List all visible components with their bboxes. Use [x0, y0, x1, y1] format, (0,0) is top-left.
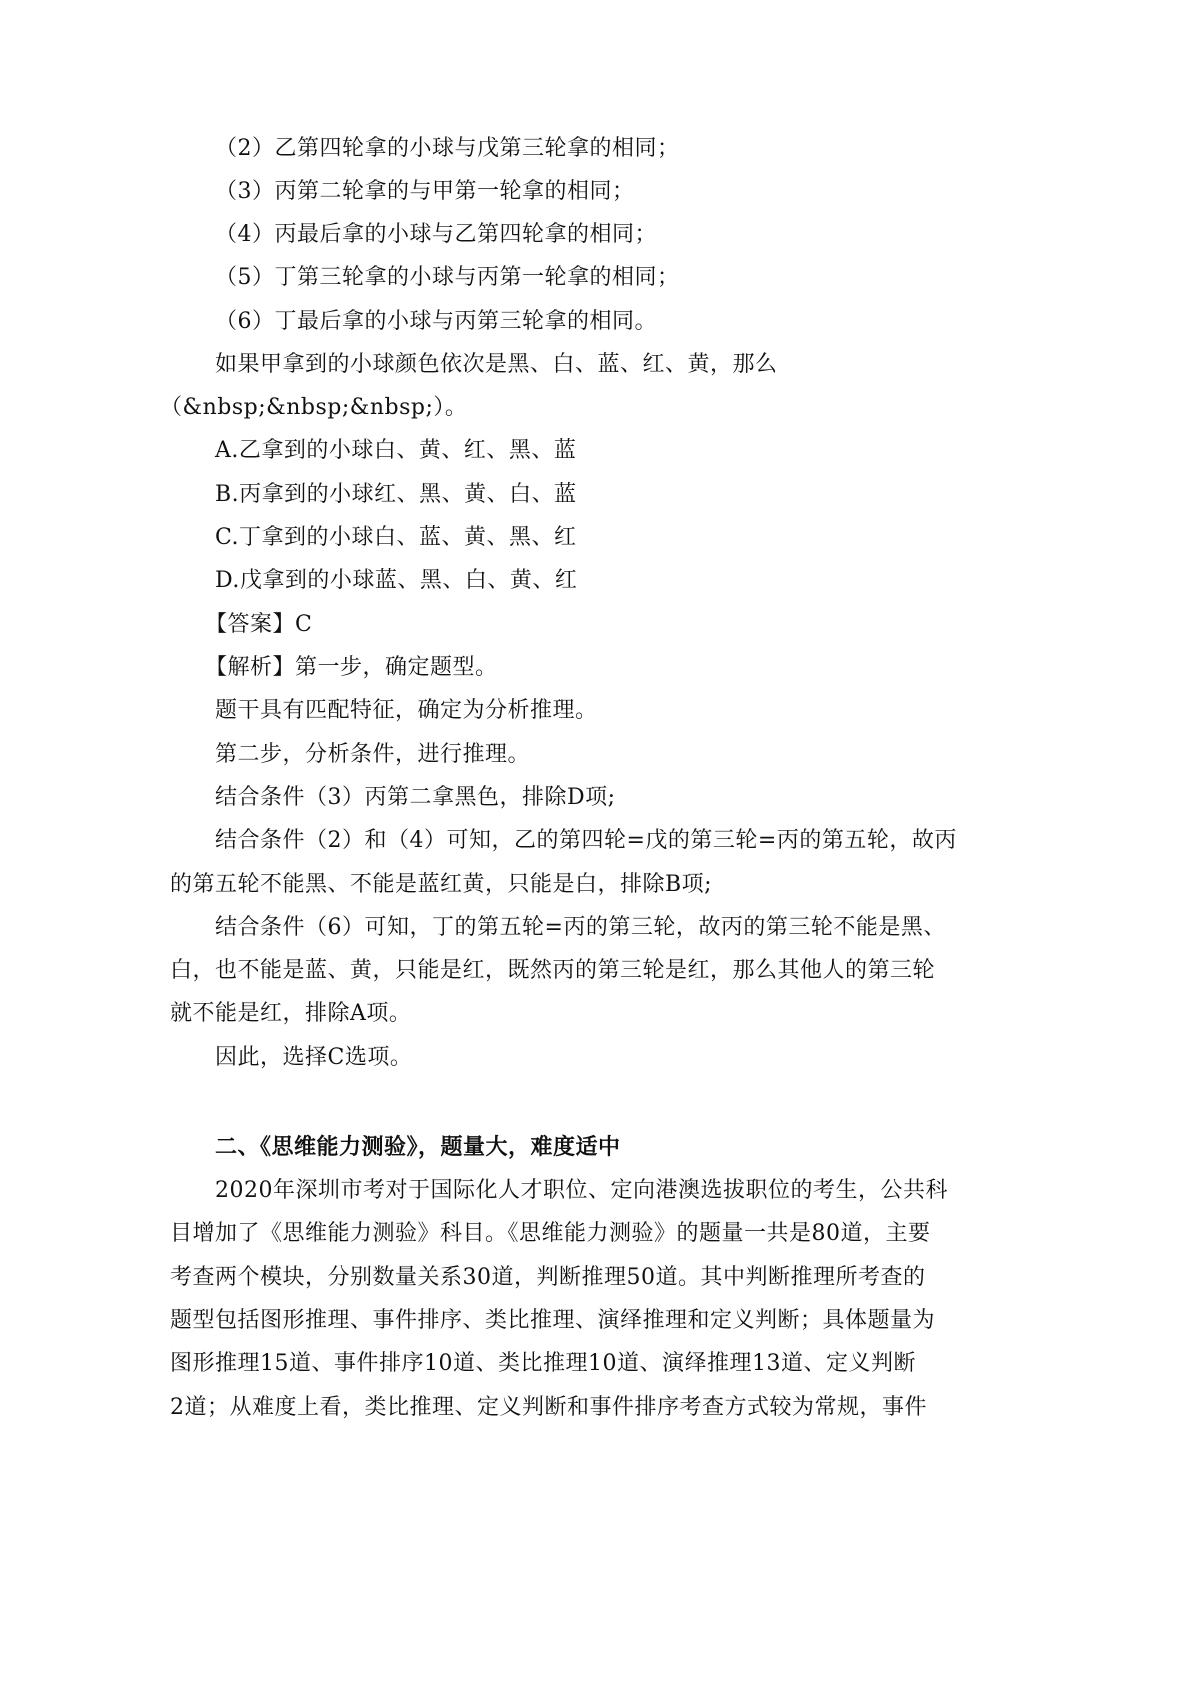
section-body-line-3: 考查两个模块，分别数量关系30道，判断推理50道。其中判断推理所考查的 — [170, 1265, 926, 1290]
section-body-line-6: 2道；从难度上看，类比推理、定义判断和事件排序考查方式较为常规，事件 — [170, 1395, 927, 1420]
question-line-2: （&nbsp;&nbsp;&nbsp;）。 — [160, 395, 468, 420]
analysis-line-4: 结合条件（3）丙第二拿黑色，排除D项; — [215, 785, 616, 810]
section-body-line-2: 目增加了《思维能力测验》科目。《思维能力测验》的题量一共是80道，主要 — [170, 1221, 931, 1246]
analysis-line-1: 【解析】第一步，确定题型。 — [205, 655, 498, 680]
condition-6: （6）丁最后拿的小球与丙第三轮拿的相同。 — [215, 309, 657, 334]
analysis-line-9: 就不能是红，排除A项。 — [170, 1001, 412, 1026]
section-body-line-4: 题型包括图形推理、事件排序、类比推理、演绎推理和定义判断；具体题量为 — [170, 1308, 936, 1333]
analysis-line-6: 的第五轮不能黑、不能是蓝红黄，只能是白，排除B项; — [170, 872, 713, 897]
section-body-line-1: 2020年深圳市考对于国际化人才职位、定向港澳选拔职位的考生，公共科 — [215, 1178, 948, 1203]
option-c: C.丁拿到的小球白、蓝、黄、黑、红 — [215, 525, 577, 550]
analysis-line-5: 结合条件（2）和（4）可知，乙的第四轮=戊的第三轮=丙的第五轮，故丙 — [215, 828, 957, 853]
section-body-line-5: 图形推理15道、事件排序10道、类比推理10道、演绎推理13道、定义判断 — [170, 1351, 916, 1376]
section-heading: 二、《思维能力测验》，题量大，难度适中 — [215, 1134, 621, 1160]
option-d: D.戊拿到的小球蓝、黑、白、黄、红 — [215, 568, 578, 593]
condition-4: （4）丙最后拿的小球与乙第四轮拿的相同； — [215, 222, 657, 247]
condition-5: （5）丁第三轮拿的小球与丙第一轮拿的相同； — [215, 265, 680, 290]
analysis-line-8: 白，也不能是蓝、黄，只能是红，既然丙的第三轮是红，那么其他人的第三轮 — [170, 958, 936, 983]
option-b: B.丙拿到的小球红、黑、黄、白、蓝 — [215, 482, 577, 507]
question-line-1: 如果甲拿到的小球颜色依次是黑、白、蓝、红、黄，那么 — [215, 352, 778, 377]
analysis-line-3: 第二步，分析条件，进行推理。 — [215, 742, 531, 767]
analysis-line-2: 题干具有匹配特征，确定为分析推理。 — [215, 698, 598, 723]
condition-3: （3）丙第二轮拿的与甲第一轮拿的相同； — [215, 179, 635, 204]
option-a: A.乙拿到的小球白、黄、红、黑、蓝 — [215, 438, 577, 463]
condition-2: （2）乙第四轮拿的小球与戊第三轮拿的相同； — [215, 136, 680, 161]
analysis-line-7: 结合条件（6）可知，丁的第五轮=丙的第三轮，故丙的第三轮不能是黑、 — [215, 915, 946, 940]
analysis-line-10: 因此，选择C选项。 — [215, 1045, 413, 1070]
answer: 【答案】C — [205, 612, 313, 637]
